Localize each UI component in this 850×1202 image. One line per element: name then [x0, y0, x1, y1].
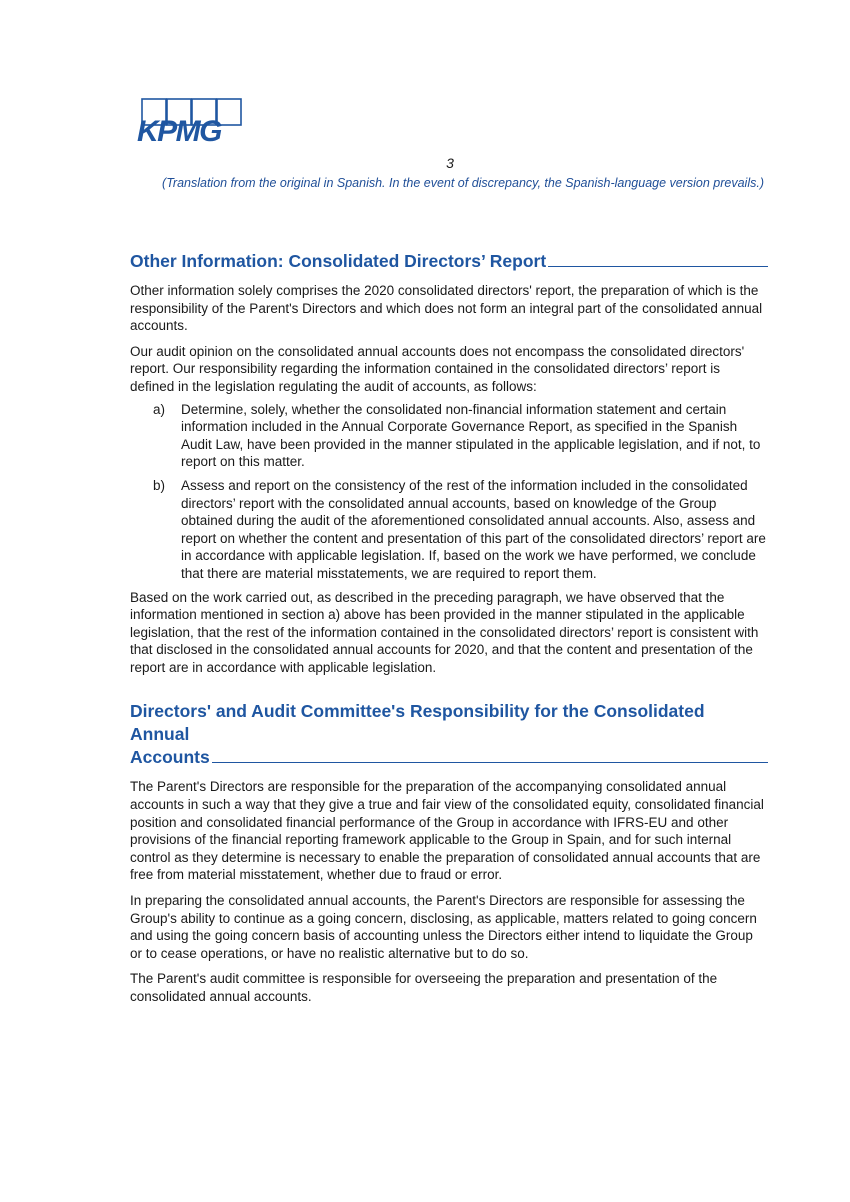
- section-heading-text: Other Information: Consolidated Directors’ Report: [130, 251, 547, 271]
- paragraph: The Parent's audit committee is responsible for overseeing the preparation and presentation of the consolidated annual accounts.: [130, 971, 718, 1004]
- section-heading-text: Directors' and Audit Committee's Responsibility for the Consolidated Annual: [130, 701, 705, 745]
- heading-rule: [212, 761, 768, 763]
- list-item-text: Assess and report on the consistency of the rest of the information included in the consolidated directors’ report with the consolidated annual accounts, based on knowledge of the Group obtained during the audit of the aforementioned consolidated annual accounts. Also, assess and report on whether the content and presentation of this part of the consolidated directors’ report are in accordance with applicable legislation. If, based on the work we have performed, we conclude that there are material misstatements, we are required to report them.: [181, 477, 766, 581]
- list-item-text: Determine, solely, whether the consolidated non-financial information statement and certain information included in the Annual Corporate Governance Report, as specified in the Spanish Audit Law, have been provided in the manner stipulated in the applicable legislation, and if not, to report on this matter.: [181, 401, 761, 470]
- list-letter: a): [153, 401, 166, 417]
- section-heading-directors-responsibility: [130, 700, 768, 769]
- kpmg-logo-text: KPMG: [137, 115, 221, 146]
- translation-note: (Translation from the original in Spanish. In the event of discrepancy, the Spanish-language version prevails.): [162, 176, 764, 190]
- section-heading-text: Accounts: [130, 747, 210, 768]
- paragraph: The Parent's Directors are responsible for the preparation of the accompanying consolidated annual accounts in such a way that they give a true and fair view of the consolidated equity, consolidated financial position and consolidated financial performance of the Group in accordance with IFRS-EU and other provisions of the financial reporting framework applicable to the Group in Spain, and for such internal control as they determine is necessary to enable the preparation of consolidated annual accounts that are free from material misstatement, whether due to fraud or error.: [130, 779, 764, 883]
- responsibility-list: [130, 401, 768, 583]
- list-letter: b): [153, 477, 166, 493]
- paragraph: Other information solely comprises the 2020 consolidated directors' report, the preparation of which is the responsibility of the Parent's Directors and which does not form an integral part of the consolidated annual accounts.: [130, 283, 763, 334]
- page-number: 3: [446, 155, 454, 171]
- paragraph: Based on the work carried out, as described in the preceding paragraph, we have observed that the information mentioned in section a) above has been provided in the manner stipulated in the applicable legislation, that the rest of the information contained in the consolidated directors’ report is consistent with that disclosed in the consolidated annual accounts for 2020, and that the content and presentation of the report are in accordance with applicable legislation.: [130, 589, 759, 675]
- section-heading-other-information: [130, 250, 768, 273]
- list-item: [130, 401, 768, 471]
- list-item: [130, 477, 768, 583]
- document-body: [130, 250, 768, 1006]
- heading-rule: [548, 265, 768, 267]
- paragraph: Our audit opinion on the consolidated annual accounts does not encompass the consolidated directors' report. Our responsibility regarding the information contained in the consolidated directors’ report is defined in the legislation regulating the audit of accounts, as follows:: [130, 343, 745, 394]
- paragraph: In preparing the consolidated annual accounts, the Parent's Directors are responsible for assessing the Group's ability to continue as a going concern, disclosing, as applicable, matters related to going concern and using the going concern basis of accounting unless the Directors either intend to liquidate the Group or to cease operations, or have no realistic alternative but to do so.: [130, 893, 757, 961]
- kpmg-logo: [136, 98, 248, 146]
